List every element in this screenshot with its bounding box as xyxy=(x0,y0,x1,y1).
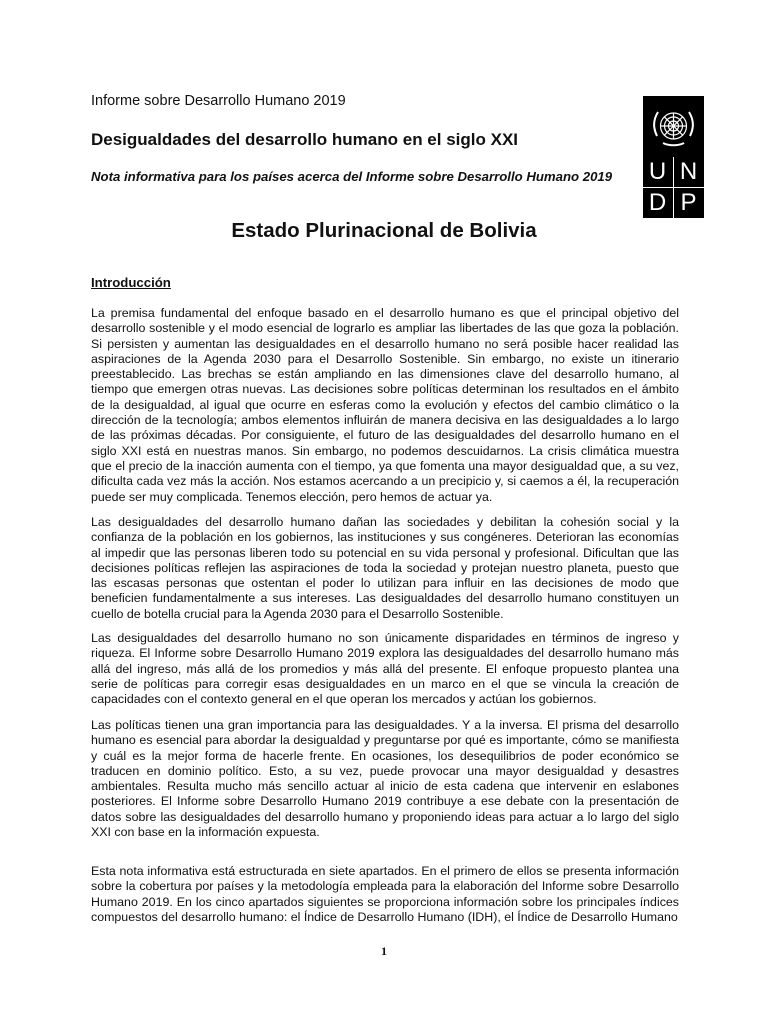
country-title: Estado Plurinacional de Bolivia xyxy=(231,219,537,242)
paragraph-1: La premisa fundamental del enfoque basado en el desarrollo humano es que el principal objetivo del desarrollo sostenible y el modo esencial de lograrlo es ampliar las libertades de las que goza la población. Si persisten y aumentan las desigualdades en el desarrollo humano no será posible hacer realidad las aspiraciones de la Agenda 2030 para el Desarrollo Sostenible. Sin embargo, no existe un itinerario preestablecido. Las brechas se están ampliando en las dimensiones clave del desarrollo humano, al tiempo que emergen otras nuevas. Las decisiones sobre políticas determinan los resultados en el ámbito de la desigualdad, al igual que ocurre en esferas como la evolución y efectos del cambio climático o la dirección de la tecnología; ambos elementos influirán de manera decisiva en las desigualdades a lo largo de las próximas décadas. Por consiguiente, el futuro de las desigualdades del desarrollo humano en el siglo XXI está en nuestras manos. Sin embargo, no podemos descuidarnos. La crisis climática muestra que el precio de la inacción aumenta con el tiempo, ya que fomenta una mayor desigualdad que, a su vez, dificulta cada vez más la acción. Nos estamos acercando a un precipicio y, si caemos a él, la recuperación puede ser muy complicada. Tenemos elección, pero hemos de actuar ya. xyxy=(91,306,679,504)
un-emblem-icon xyxy=(643,96,704,157)
paragraph-2: Las desigualdades del desarrollo humano dañan las sociedades y debilitan la cohesión social y la confianza de la población en los gobiernos, las instituciones y sus congéneres. Deterioran las economías al impedir que las personas liberen todo su potencial en su vida personal y profesional. Dificultan que las decisiones políticas reflejen las aspiraciones de toda la sociedad y protejan nuestro planeta, puesto que las escasas personas que ostentan el poder lo utilizan para influir en las decisiones de modo que beneficien fundamentalmente a sus intereses. Las desigualdades del desarrollo humano constituyen un cuello de botella crucial para la Agenda 2030 para el Desarrollo Sostenible. xyxy=(91,515,679,621)
subtitle: Nota informativa para los países acerca del Informe sobre Desarrollo Humano 2019 xyxy=(91,169,613,184)
logo-letter-u: U xyxy=(643,157,672,186)
paragraph-5: Esta nota informativa está estructurada en siete apartados. En el primero de ellos se presenta información sobre la cobertura por países y la metodología empleada para la elaboración del Informe sobre Desarrollo Humano 2019. En los cinco apartados siguientes se proporciona información sobre los principales índices compuestos del desarrollo humano: el Índice de Desarrollo Humano (IDH), el Índice de Desarrollo Humano xyxy=(91,864,679,924)
main-title: Desigualdades del desarrollo humano en el siglo XXI xyxy=(91,130,519,149)
logo-letter-p: P xyxy=(674,188,703,217)
paragraph-4: Las políticas tienen una gran importancia para las desigualdades. Y a la inversa. El prisma del desarrollo humano es esencial para abordar la desigualdad y preguntarse por qué es importante, cómo se manifiesta y cuál es la mejor forma de hacerle frente. En ocasiones, los desequilibrios de poder económico se traducen en dominio político. Esto, a su vez, puede provocar una mayor desigualdad y desastres ambientales. Resulta mucho más sencillo actuar al inicio de esta cadena que intervenir en eslabones posteriores. El Informe sobre Desarrollo Humano 2019 contribuye a ese debate con la presentación de datos sobre las desigualdades del desarrollo humano y proponiendo ideas para actuar a lo largo del siglo XXI con base en la información expuesta. xyxy=(91,718,679,840)
paragraph-3: Las desigualdades del desarrollo humano no son únicamente disparidades en términos de ingreso y riqueza. El Informe sobre Desarrollo Humano 2019 explora las desigualdades del desarrollo humano más allá del ingreso, más allá de los promedios y más allá del presente. El enfoque propuesto plantea una serie de políticas para corregir esas desigualdades en un marco en el que se vincula la creación de capacidades con el contexto general en el que operan los mercados y actúan los gobiernos. xyxy=(91,631,679,707)
undp-logo xyxy=(643,96,704,218)
report-series-line: Informe sobre Desarrollo Humano 2019 xyxy=(91,93,346,109)
section-heading-introduction: Introducción xyxy=(91,275,171,290)
logo-divider-horizontal xyxy=(643,187,704,188)
logo-letter-n: N xyxy=(674,157,703,186)
logo-letter-d: D xyxy=(643,188,672,217)
page-number: 1 xyxy=(381,944,387,958)
